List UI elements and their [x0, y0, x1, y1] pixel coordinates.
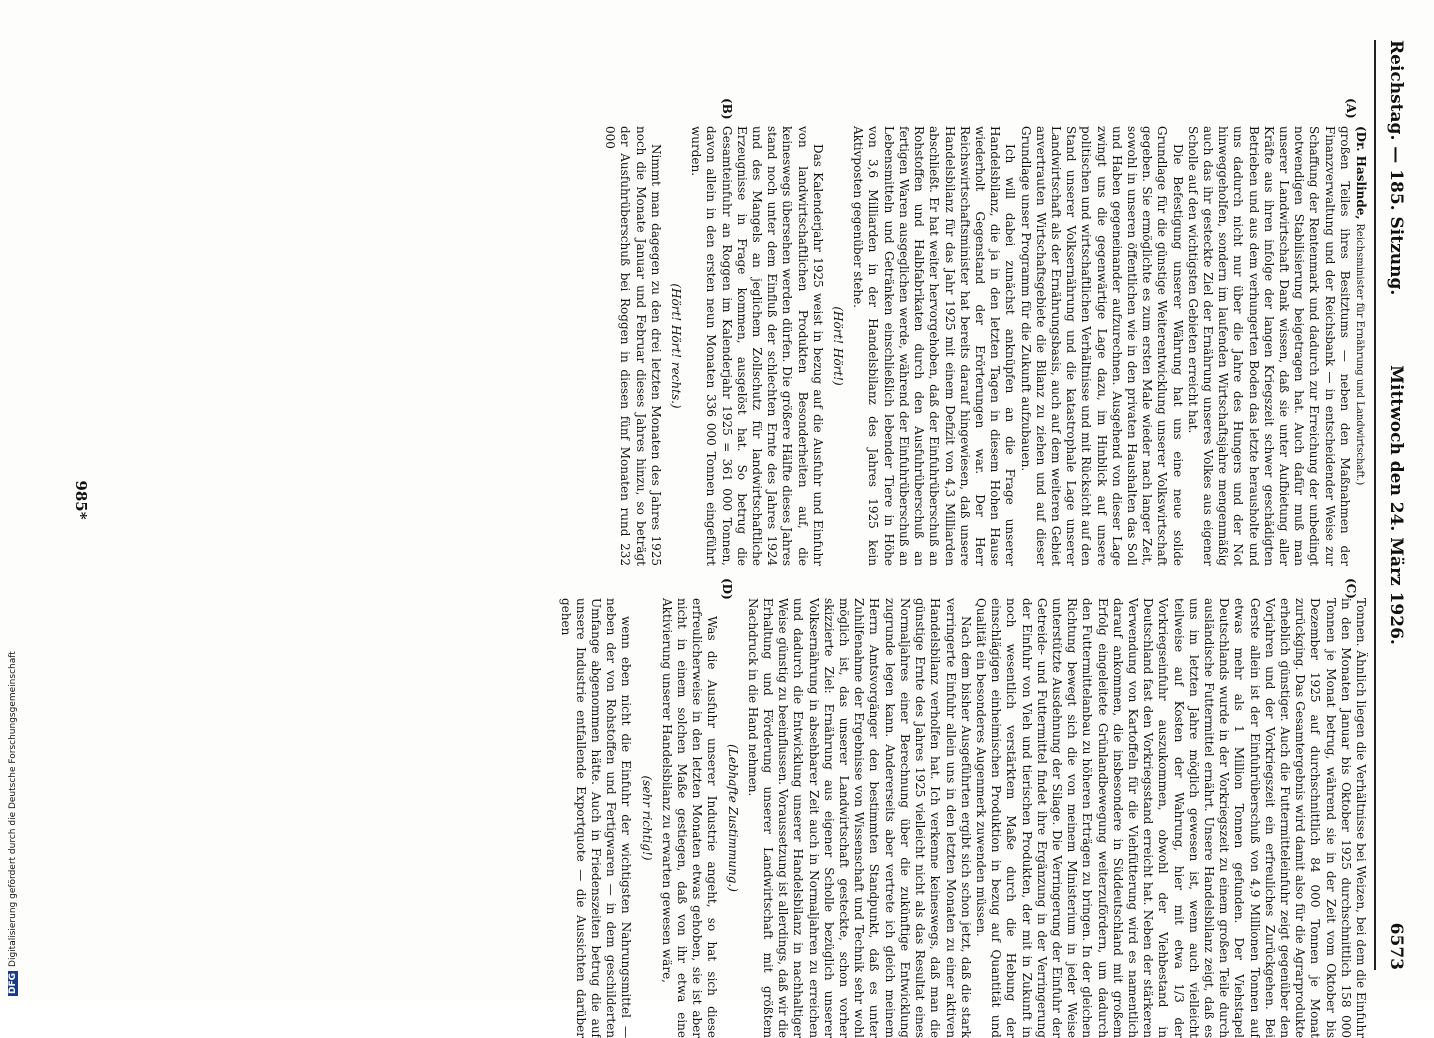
right-column	[108, 598, 1368, 1038]
margin-marker-b: (B)	[720, 98, 734, 120]
paragraph: Die Befestigung unserer Währung hat uns eine neue solide Grundlage für die günstige Weiterentwicklung unserer Volkswirtschaft gegeben. Sie ermöglichte es zum ersten Male wieder nach langer Zeit, sowohl in unseren öffentlichen wie in den privaten Haushalten das Soll und Haben gegeneinander aufzurechnen. Ausgehend von dieser Lage zwingt uns die gegenwärtige Lage dazu, im Hinblick auf unsere politischen und wirtschaftlichen Verhältnisse und mit Rücksicht auf den Stand unserer Volksernährung und die katastrophale Lage unserer Landwirtschaft als der Ernährungsbasis, auch auf dem weiteren Gebiet anvertrauten Wirtschaftsgebiete die Bilanz zu ziehen und auf dieser Grundlage unser Programm für die Zukunft aufzubauen.	[1018, 126, 1185, 566]
interjection: (Hört! Hört! rechts.)	[669, 283, 684, 409]
dfg-funding-note	[8, 651, 18, 996]
paragraph: wenn eben nicht die Einfuhr der wichtigsten Nahrungsmittel — neben der von Rohstoffen und Fertigwaren — in dem geschilderten Umfange abgenommen hätte. Auch in Friedenszeiten betrug die auf unsere Industrie entfallende Exportquote — die Aussichten darüber gehen	[558, 598, 634, 1038]
header-date: Mittwoch den 24. März 1926.	[1386, 365, 1406, 645]
header-left: Reichstag. — 185. Sitzung.	[1386, 40, 1406, 296]
paragraph: Nach dem bisher Ausgeführten ergibt sich schon jetzt, daß die stark verringerte Einfuhr allein uns in den letzten Monaten zu einer aktiven Handelsbilanz verholfen hat. Ich verkenne keineswegs, daß man die günstige Ernte des Jahres 1925 vielleicht nicht als das Resultat eines Normaljahres einer Berechnung über die zukünftige Entwicklung zugrunde legen kann. Andererseits aber vertrete ich gleich meinem Herrn Amtsvorgänger den bestimmten Standpunkt, daß es unter Zuhilfenahme der Ergebnisse von Wissenschaft und Technik sehr wohl möglich ist, das unserer Landwirtschaft gesteckte, schon vorher skizzierte Ziel: Ernährung aus eigener Scholle bezüglich unserer Volksernährung in absehbarer Zeit auch in Normaljahren zu erreichen und dadurch die Entwicklung unserer Handelsbilanz in nachhaltiger Weise günstig zu beeinflussen. Voraussetzung ist allerdings, daß wir die Erhaltung und Förderung unserer Landwirtschaft mit größtem Nachdruck in die Hand nehmen.	[745, 598, 973, 1038]
page-footer-number: 985*	[72, 480, 90, 520]
dfg-note-text: Digitalisierung gefördert durch die Deutsche Forschungsgemeinschaft	[8, 651, 18, 967]
paragraph: Ich will dabei zunächst anknüpfen an die Frage unserer Handelsbilanz, die ja in den letzten Tagen in diesem Hohen Hause wiederholt Gegenstand der Erörterungen war. Der Herr Reichswirtschaftsminister hat bereits darauf hingewiesen, daß unsere Handelsbilanz für das Jahr 1925 mit einem Defizit von 4,3 Milliarden abschließt. Er hat weiter hervorgehoben, daß der Einfuhrüberschuß an Rohstoffen und Halbfabrikaten durch den Ausfuhrüberschuß an fertigen Waren ausgeglichen werde, während der Einfuhrüberschuß an Lebensmitteln und Getränken einschließlich lebender Tiere in Höhe von 3,6 Milliarden in der Handelsbilanz des Jahres 1925 kein Aktivposten gegenüber stehe.	[851, 126, 1018, 566]
speaker-name: (Dr. Haslinde,	[1354, 126, 1368, 220]
paragraph: Nimmt man dagegen zu den drei letzten Monaten des Jahres 1925 noch die Monate Januar und Februar dieses Jahres hinzu, so beträgt der Ausfuhrüberschuß bei Roggen in diesen fünf Monaten rund 232 000	[603, 126, 663, 566]
paragraph: Tonnen. Ähnlich liegen die Verhältnisse bei Weizen, bei dem die Einfuhr in den Monaten Januar bis Oktober 1925 durchschnittlich 158 000 Tonnen je Monat betrug, während sie in der Zeit vom Oktober bis Dezember 1925 auf durchschnittlich 84 000 Tonnen je Monat zurückging. Das Gesamtergebnis wird damit also für die Agrarprodukte erheblich günstiger. Auch die Futtermitteleinfuhr zeigt gegenüber den Vorjahren und der Vorkriegszeit ein erfreuliches Zurückgehen. Bei Gerste allein ist der Einfuhrüberschuß von 4,9 Millionen Tonnen auf etwas mehr als 1 Million Tonnen gefunden. Der Viehstapel Deutschlands wurde in der Vorkriegszeit zu einem großen Teile durch ausländische Futtermittel ernährt. Unsere Handelsbilanz zeigt, daß es uns im letzten Jahre möglich gewesen ist, wenn auch vielleicht teilweise auf Kosten der Wahrung, hier mit etwa 1/3 der Vorkriegseinfuhr auszukommen, obwohl der Viehbestand in Deutschland fast den Vorkriegsstand erreicht hat. Neben der stärkeren Verwendung von Kartoffeln für die Viehfütterung wird es namentlich darauf ankommen, die insbesondere in Süddeutschland mit großem Erfolg eingeleitete Grünlandbewegung weiterzufördern, um dadurch den Futtermittelanbau zu höheren Erträgen zu bringen. In der gleichen Richtung bewegt sich die von meinem Ministerium in jeder Weise unterstützte Ausdehnung der Silage. Die Verringerung der Einfuhr der Getreide- und Futtermittel findet ihre Ergänzung in der Verringerung der Einfuhr von Vieh und tierischen Produkten, der mit in Zukunft in noch wesentlich verstärktem Maße durch die Hebung der einschlägigen einheimischen Produktion in bezug auf Quantität und Qualität ein besonderes Augenmerk zuwenden müssen.	[973, 598, 1368, 1038]
interjection: (Lebhafte Zustimmung.)	[725, 744, 740, 892]
header-rule	[1374, 40, 1376, 970]
interjection: (Hört! Hört!)	[831, 306, 846, 386]
speaker-line	[1352, 126, 1368, 566]
dfg-logo: DFG	[8, 972, 18, 994]
speaker-role: Reichsminister für Ernährung und Landwirtschaft.)	[1354, 223, 1365, 486]
margin-marker-c: (C)	[1344, 578, 1358, 599]
paragraph: großen Teiles ihres Besitztums — neben den Maßnahmen der Finanzverwaltung und der Reichsbank — in entscheidender Weise zur Schaffung der Rentenmark und dadurch zur Erreichung der unbedingt notwendigen Stabilisierung beigetragen hat. Auch dafür muß man unserer Landwirtschaft Dank wissen, daß sie unter Aufbietung aller Kräfte aus ihren infolge der langen Kriegszeit schwer geschädigten Betrieben und aus dem verhungerten Boden das letzte herausholte und uns dadurch nicht nur über die Jahre des Hungers und der Not hinweggeholfen, sondern im laufenden Wirtschaftsjahre mengenmäßig auch das ihr gesteckte Ziel der Ernährung unseres Volkes aus eigener Scholle auf den wichtigsten Gebieten erreicht hat.	[1185, 126, 1352, 566]
paragraph: Was die Ausfuhr unserer Industrie angeht, so hat sich diese erfreulicherweise in den letzten Monaten etwas gehoben, sie ist aber nicht in einem solchen Maße gestiegen, daß von ihr etwa eine Aktivierung unserer Handelsbilanz zu erwarten gewesen wäre,	[659, 598, 720, 1038]
margin-marker-a: (A)	[1344, 98, 1358, 119]
margin-marker-d: (D)	[720, 578, 734, 600]
page-number: 6573	[1386, 922, 1406, 970]
interjection: (sehr richtig!)	[639, 775, 654, 861]
left-column	[108, 126, 1368, 566]
page-header	[1376, 40, 1416, 970]
paragraph: Das Kalenderjahr 1925 weist in bezug auf die Ausfuhr und Einfuhr von landwirtschaftlichen Produkten Besonderheiten auf, die keineswegs übersehen werden dürfen. Die größere Hälfte dieses Jahres stand noch unter dem Einfluß der schlechten Ernte des Jahres 1924 und des Mangels an jeglichem Zollschutz für landwirtschaftliche Erzeugnisse in Frage kommen, ausgelöst hat. So betrug die Gesamteinfuhr an Roggen im Kalenderjahr 1925 = 361 000 Tonnen, davon allein in den ersten neun Monaten 336 000 Tonnen eingeführt wurden.	[689, 126, 825, 566]
